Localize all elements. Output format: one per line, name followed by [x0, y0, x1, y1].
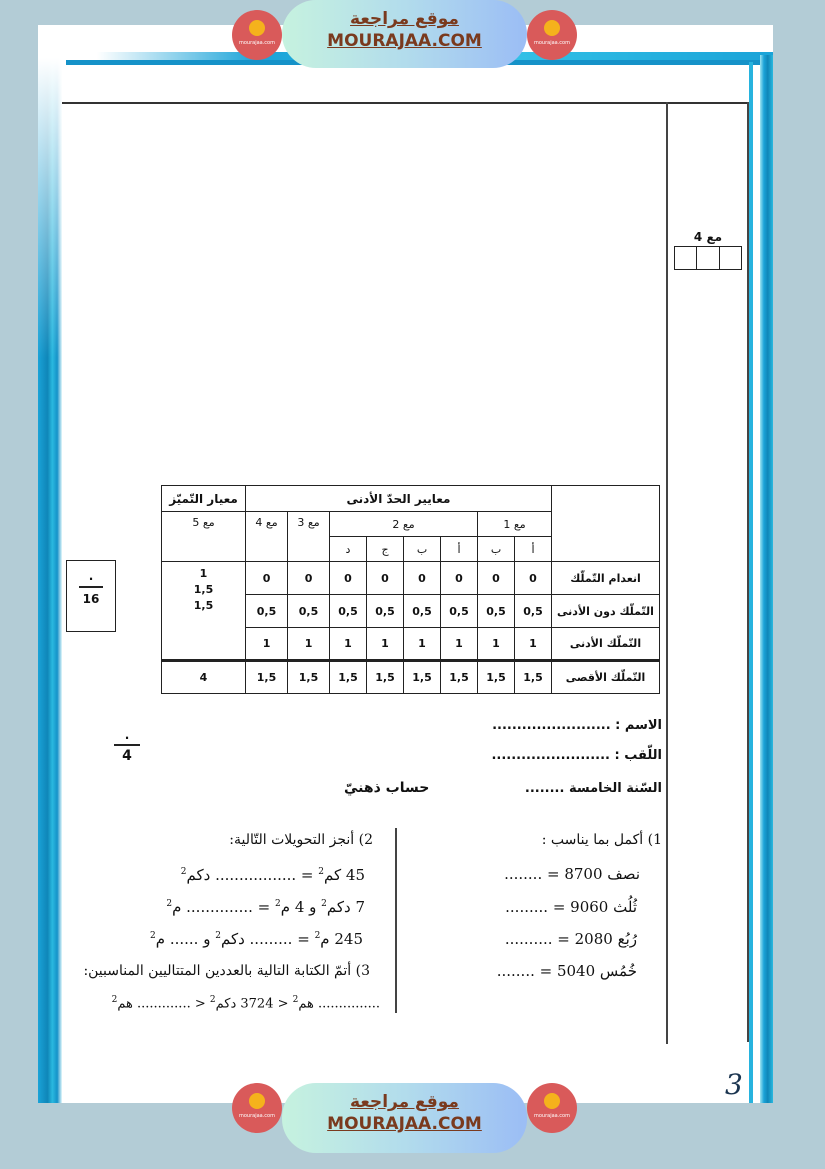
score-cell: 0,5: [515, 595, 552, 628]
exercise-1-item[interactable]: رُبُع 2080 = ..........: [504, 930, 637, 948]
watermark-banner-top[interactable]: [282, 0, 527, 68]
score-cell: 0: [367, 562, 404, 595]
score-cell: 0: [288, 562, 330, 595]
decorative-frame-left-fade: [38, 58, 62, 358]
grade-field[interactable]: السّنة الخامسة ........: [524, 781, 662, 796]
watermark-banner-bottom[interactable]: [282, 1083, 527, 1153]
level-label: التّملّك الأدنى: [552, 628, 660, 661]
student-surname-field[interactable]: اللّقب : ........................: [491, 748, 662, 763]
exercise-2-item[interactable]: 7 دكم$^2$ و 4 م$^2$ = .............. م$^2$: [166, 898, 365, 916]
score-cell: 1,5: [246, 661, 288, 694]
sub-1a: أ: [515, 537, 552, 562]
exercise-1-item[interactable]: خُمُس 5040 = ........: [496, 962, 637, 980]
criterion-1-header: مع 1: [478, 512, 552, 537]
fraction-bar: [114, 744, 140, 746]
corner-cell: [552, 486, 660, 562]
table-score-box: [66, 560, 116, 632]
sub-2d: د: [330, 537, 367, 562]
score-cell: 0: [478, 562, 515, 595]
margin-line-top: [62, 102, 749, 104]
score-numerator: .: [88, 569, 94, 583]
score-cell: 1: [404, 628, 441, 661]
decorative-frame-right-inner: [749, 62, 753, 1103]
criterion-2-header: مع 2: [330, 512, 478, 537]
score-cell: 0: [441, 562, 478, 595]
score-cell: 1: [288, 628, 330, 661]
score-cell: 1,5: [478, 661, 515, 694]
watermark-latin: MOURAJAA.COM: [327, 1114, 482, 1134]
watermark-arabic: موقع مراجعة: [350, 1092, 459, 1112]
logo-icon: [249, 1093, 265, 1109]
margin-line-left: [666, 102, 668, 1044]
watermark-latin: MOURAJAA.COM: [327, 31, 482, 51]
score-cell: 1,5: [515, 661, 552, 694]
score-cell: 4: [162, 661, 246, 694]
watermark-badge-right: mourajaa.com: [527, 10, 577, 60]
watermark-badge-right: mourajaa.com: [527, 1083, 577, 1133]
c5-value: 1: [199, 567, 208, 580]
watermark-badge-left: mourajaa.com: [232, 1083, 282, 1133]
score-cell: 0,5: [330, 595, 367, 628]
expr-part: < 3724 دكم: [215, 996, 293, 1012]
score-cell: 0,5: [404, 595, 441, 628]
exercise-score: [113, 728, 141, 764]
expr-part: 245 م: [320, 930, 363, 948]
exercise-2-item[interactable]: 245 م$^2$ = ......... دكم$^2$ و ...... م$^2$: [150, 930, 363, 948]
criterion-4-mark-box: [674, 230, 742, 270]
score-cell: 1,5: [441, 661, 478, 694]
exercise-1-heading: 1) أكمل بما يناسب :: [541, 832, 662, 848]
exercise-2-heading: 2) أنجز التحويلات التّالية:: [229, 832, 373, 848]
expr-part: = .............. م: [172, 898, 276, 916]
score-cell: 0,5: [441, 595, 478, 628]
score-cell: 1: [441, 628, 478, 661]
score-cell: 0: [330, 562, 367, 595]
score-cell: 1: [515, 628, 552, 661]
score-cell: 1,5: [288, 661, 330, 694]
score-cell: 0,5: [367, 595, 404, 628]
expr-part: = ................. دكم: [186, 866, 319, 884]
score-cell: 0: [515, 562, 552, 595]
sub-2a: أ: [441, 537, 478, 562]
exercise-divider: [395, 828, 397, 1013]
criterion-5-values: [162, 562, 246, 661]
sub-2c: ج: [367, 537, 404, 562]
score-cell: 0,5: [246, 595, 288, 628]
sub-2b: ب: [404, 537, 441, 562]
mark-cell: [696, 247, 718, 269]
criterion-3-header: مع 3: [288, 512, 330, 562]
score-cell: 0: [246, 562, 288, 595]
score-denominator: 16: [82, 591, 100, 606]
mark-box-label: مع 4: [693, 230, 723, 244]
score-cell: 1,5: [404, 661, 441, 694]
score-cell: 1: [330, 628, 367, 661]
excellence-header: معيار التّميّز: [162, 486, 246, 512]
expr-part: < ............. هم: [117, 996, 210, 1012]
expr-part: 45 كم: [324, 866, 365, 884]
mark-cell: [719, 247, 741, 269]
logo-icon: [544, 20, 560, 36]
score-cell: 1: [367, 628, 404, 661]
score-cell: 1,5: [367, 661, 404, 694]
score-cell: 1: [478, 628, 515, 661]
exercise-1-item[interactable]: نصف 8700 = ........: [504, 865, 640, 883]
expr-part: 7 دكم: [326, 898, 365, 916]
score-cell: 0: [404, 562, 441, 595]
grading-criteria-table: [161, 485, 660, 694]
fraction-bar: [79, 586, 103, 588]
score-numerator: .: [124, 728, 130, 742]
sub-1b: ب: [478, 537, 515, 562]
logo-icon: [249, 20, 265, 36]
exercise-1: [542, 832, 662, 848]
criterion-4-header: مع 4: [246, 512, 288, 562]
watermark-badge-left: mourajaa.com: [232, 10, 282, 60]
exercise-2: [229, 832, 373, 848]
score-cell: 0,5: [478, 595, 515, 628]
watermark-arabic: موقع مراجعة: [350, 9, 459, 29]
exercise-1-item[interactable]: ثُلُث 9060 = .........: [505, 898, 637, 916]
decorative-frame-right: [760, 55, 773, 1103]
score-cell: 1,5: [330, 661, 367, 694]
expr-part: ............... هم: [298, 996, 380, 1012]
exercise-3-heading: 3) أتمّ الكتابة التالية بالعددين المتتاليين المناسبين:: [83, 963, 370, 979]
c5-value: 1,5: [193, 599, 214, 612]
c5-value: 1,5: [193, 583, 214, 596]
worksheet-topic: حساب ذهنيّ: [344, 780, 430, 796]
criterion-5-header: مع 5: [162, 512, 246, 562]
level-label: التّملّك الأقصى: [552, 661, 660, 694]
exercise-3-item[interactable]: ............... هم$^2$ < 3724 دكم$^2$ < ............. هم$^2$: [111, 995, 380, 1012]
score-cell: 1: [246, 628, 288, 661]
expr-part: و ...... م: [155, 930, 216, 948]
level-label: التّملّك دون الأدنى: [552, 595, 660, 628]
score-cell: 0,5: [288, 595, 330, 628]
logo-icon: [544, 1093, 560, 1109]
mark-box-cells: [674, 246, 742, 270]
margin-line-right: [747, 102, 749, 1042]
level-label: انعدام التّملّك: [552, 562, 660, 595]
student-name-field[interactable]: الاسم : ........................: [492, 718, 662, 733]
expr-part: و 4 م: [280, 898, 322, 916]
expr-part: = ......... دكم: [220, 930, 315, 948]
mark-cell: [675, 247, 696, 269]
exercise-2-item[interactable]: 45 كم$^2$ = ................. دكم$^2$: [180, 866, 365, 884]
score-denominator: 4: [122, 747, 132, 764]
page-number: 3: [725, 1068, 743, 1101]
min-criteria-header: معايير الحدّ الأدنى: [246, 486, 552, 512]
